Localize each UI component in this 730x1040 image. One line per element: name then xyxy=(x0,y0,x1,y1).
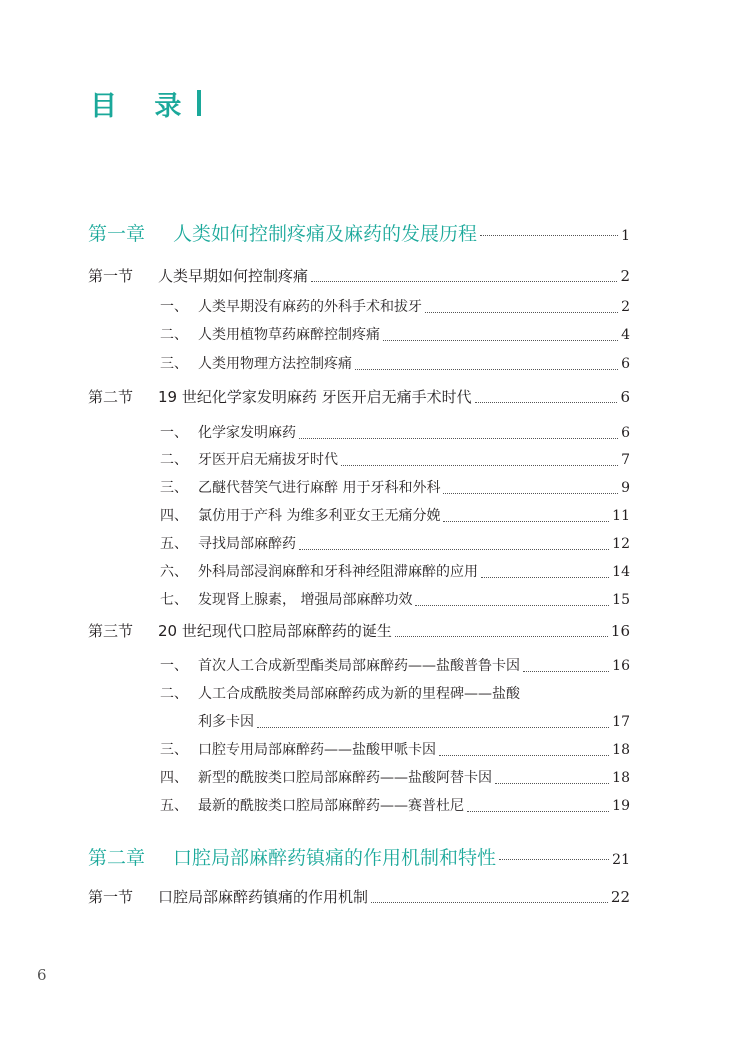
toc-text: 最新的酰胺类口腔局部麻醉药——赛普杜尼 xyxy=(198,798,464,814)
toc-text: 化学家发明麻药 xyxy=(198,425,296,441)
toc-leader xyxy=(355,369,618,370)
toc-leader xyxy=(395,636,608,637)
toc-page: 12 xyxy=(612,536,630,552)
toc-num: 一、 xyxy=(160,425,188,441)
toc-section[interactable] xyxy=(88,265,630,289)
toc-section[interactable] xyxy=(88,386,630,410)
toc-item[interactable] xyxy=(160,296,630,320)
toc-item[interactable] xyxy=(160,449,630,473)
toc-item[interactable] xyxy=(160,422,630,446)
toc-page: 16 xyxy=(612,658,630,674)
toc-text: 人类早期如何控制疼痛 xyxy=(158,267,309,285)
toc-text: 19 世纪化学家发明麻药 牙医开启无痛手术时代 xyxy=(158,388,472,406)
toc-text: 口腔局部麻醉药镇痛的作用机制 xyxy=(158,888,369,906)
toc-page: 18 xyxy=(612,742,630,758)
toc-text: 人类早期没有麻药的外科手术和拔牙 xyxy=(198,299,422,315)
toc-item[interactable] xyxy=(160,683,630,707)
toc-leader xyxy=(443,493,618,494)
toc-item[interactable] xyxy=(160,767,630,791)
toc-text: 外科局部浸润麻醉和牙科神经阻滞麻醉的应用 xyxy=(198,564,478,580)
toc-text: 人工合成酰胺类局部麻醉药成为新的里程碑——盐酸 xyxy=(198,686,520,702)
toc-item[interactable] xyxy=(160,353,630,377)
toc-item[interactable] xyxy=(160,505,630,529)
toc-leader xyxy=(523,671,609,672)
toc-page: 14 xyxy=(612,564,630,580)
toc-leader xyxy=(481,577,609,578)
toc-num: 四、 xyxy=(160,770,188,786)
title-text: 目 录 xyxy=(90,90,196,122)
toc-num: 第二节 xyxy=(88,388,134,406)
toc-text: 寻找局部麻醉药 xyxy=(198,536,296,552)
toc-page: 6 xyxy=(621,425,630,441)
toc-page: 2 xyxy=(621,299,630,315)
toc-num: 第三节 xyxy=(88,622,134,640)
toc-text: 口腔局部麻醉药镇痛的作用机制和特性 xyxy=(173,847,497,869)
toc-page: 18 xyxy=(612,770,630,786)
toc-text: 利多卡因 xyxy=(198,714,254,730)
toc-num: 四、 xyxy=(160,508,188,524)
toc-num: 第一节 xyxy=(88,888,134,906)
toc-num: 第一节 xyxy=(88,267,134,285)
toc-num: 三、 xyxy=(160,742,188,758)
toc-num: 二、 xyxy=(160,452,188,468)
toc-num: 二、 xyxy=(160,686,188,702)
page-number: 6 xyxy=(37,966,47,984)
toc-text: 发现肾上腺素， 增强局部麻醉功效 xyxy=(198,592,413,608)
toc-section[interactable] xyxy=(88,886,630,910)
toc-num: 三、 xyxy=(160,480,188,496)
toc-page: 1 xyxy=(621,228,630,244)
toc-text: 新型的酰胺类口腔局部麻醉药——盐酸阿替卡因 xyxy=(198,770,492,786)
toc-page: 7 xyxy=(621,452,630,468)
toc-item[interactable] xyxy=(160,561,630,585)
toc-text: 人类用植物草药麻醉控制疼痛 xyxy=(198,327,380,343)
toc-num: 一、 xyxy=(160,299,188,315)
toc-leader xyxy=(480,235,618,236)
toc-page: 6 xyxy=(620,388,630,406)
toc-num: 六、 xyxy=(160,564,188,580)
toc-num: 五、 xyxy=(160,798,188,814)
toc-num: 三、 xyxy=(160,356,188,372)
toc-leader xyxy=(341,465,618,466)
toc-page: 4 xyxy=(621,327,630,343)
toc-item[interactable] xyxy=(160,533,630,557)
toc-text: 氯仿用于产科 为维多利亚女王无痛分娩 xyxy=(198,508,441,524)
toc-leader xyxy=(299,438,618,439)
toc-text: 牙医开启无痛拔牙时代 xyxy=(198,452,338,468)
toc-page: 19 xyxy=(612,798,630,814)
toc-item[interactable] xyxy=(160,589,630,613)
toc-leader xyxy=(443,521,609,522)
toc-leader xyxy=(439,755,609,756)
toc-page: 2 xyxy=(620,267,630,285)
toc-leader xyxy=(467,811,609,812)
toc-leader xyxy=(495,783,609,784)
toc-text: 人类用物理方法控制疼痛 xyxy=(198,356,352,372)
toc-num: 第二章 xyxy=(88,847,146,869)
toc-page: 15 xyxy=(612,592,630,608)
toc-item[interactable] xyxy=(160,324,630,348)
toc-num: 五、 xyxy=(160,536,188,552)
toc-leader xyxy=(311,281,617,282)
toc-leader xyxy=(475,402,618,403)
toc-page: 6 xyxy=(621,356,630,372)
toc-page: 22 xyxy=(610,888,630,906)
toc-text: 20 世纪现代口腔局部麻醉药的诞生 xyxy=(158,622,392,640)
toc-num: 第一章 xyxy=(88,223,146,245)
toc-page: 11 xyxy=(612,508,630,524)
toc-num: 一、 xyxy=(160,658,188,674)
toc-num: 二、 xyxy=(160,327,188,343)
toc-item[interactable] xyxy=(160,477,630,501)
toc-chapter[interactable] xyxy=(88,843,630,867)
toc-item-continuation[interactable] xyxy=(198,711,630,735)
toc-leader xyxy=(371,902,608,903)
toc-item[interactable] xyxy=(160,795,630,819)
toc-leader xyxy=(383,340,618,341)
toc-item[interactable] xyxy=(160,655,630,679)
toc-text: 人类如何控制疼痛及麻药的发展历程 xyxy=(173,223,478,245)
toc-leader xyxy=(415,605,609,606)
toc-section[interactable] xyxy=(88,620,630,644)
toc-leader xyxy=(499,859,609,860)
toc-page: 21 xyxy=(612,852,630,868)
toc-page: 17 xyxy=(612,714,630,730)
page-title xyxy=(90,84,201,122)
toc-num: 七、 xyxy=(160,592,188,608)
toc-leader xyxy=(299,549,609,550)
toc-item[interactable] xyxy=(160,739,630,763)
toc-leader xyxy=(425,312,618,313)
toc-text: 乙醚代替笑气进行麻醉 用于牙科和外科 xyxy=(198,480,441,496)
toc-page: 16 xyxy=(610,622,630,640)
title-bar-decoration xyxy=(197,90,201,116)
toc-text: 首次人工合成新型酯类局部麻醉药——盐酸普鲁卡因 xyxy=(198,658,520,674)
toc-chapter[interactable] xyxy=(88,219,630,243)
toc-text: 口腔专用局部麻醉药——盐酸甲哌卡因 xyxy=(198,742,436,758)
toc-page: 9 xyxy=(621,480,630,496)
toc-leader xyxy=(257,727,609,728)
